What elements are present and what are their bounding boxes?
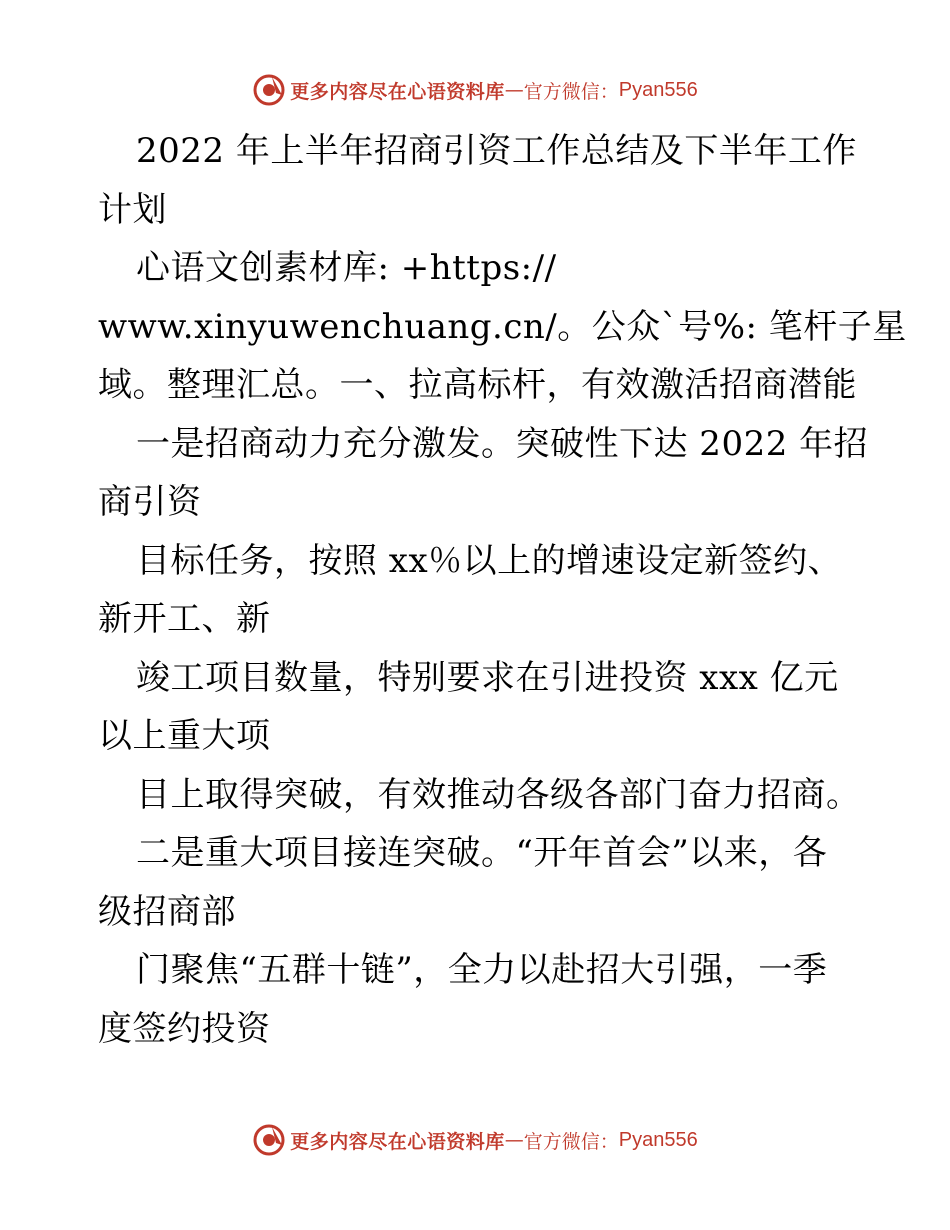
- doc-line: 商引资: [98, 482, 202, 522]
- doc-line: 新开工、新: [98, 599, 271, 639]
- header-banner: [0, 70, 950, 110]
- doc-line: www.xinyuwenchuang.cn/。公众`号%: 笔杆子星: [98, 306, 907, 347]
- doc-line: 域。整理汇总。一、拉高标杆，有效激活招商潜能: [98, 365, 857, 405]
- doc-line: 目上取得突破，有效推动各级各部门奋力招商。: [136, 774, 861, 815]
- banner-main-text: 更多内容尽在心语资料库: [290, 1130, 505, 1153]
- banner-wechat-id: Pyan556: [618, 1128, 698, 1151]
- footer-banner: [0, 1120, 950, 1160]
- banner-official-label: 官方微信：: [523, 1130, 619, 1153]
- brand-logo-icon: [252, 1123, 286, 1157]
- doc-line: 竣工项目数量，特别要求在引进投资 xxx 亿元: [136, 657, 839, 698]
- doc-line: 计划: [98, 189, 167, 230]
- document-body: [98, 122, 907, 1058]
- doc-line: 心语文创素材库: +https://: [136, 248, 557, 288]
- doc-line: 2022 年上半年招商引资工作总结及下半年工作: [136, 131, 857, 171]
- banner-official-label: 官方微信：: [523, 80, 619, 103]
- doc-line: 二是重大项目接连突破。“开年首会”以来，各: [136, 833, 828, 873]
- banner-main-text: 更多内容尽在心语资料库: [290, 80, 505, 103]
- doc-line: 度签约投资: [98, 1008, 271, 1049]
- doc-line: 级招商部: [98, 891, 236, 932]
- doc-line: 门聚焦“五群十链”，全力以赴招大引强，一季: [136, 950, 828, 990]
- banner-dash: —: [504, 79, 524, 101]
- doc-line: 一是招商动力充分激发。突破性下达 2022 年招: [136, 423, 869, 464]
- doc-line: 以上重大项: [98, 716, 271, 756]
- banner-wechat-id: Pyan556: [618, 78, 698, 101]
- banner-dash: —: [504, 1129, 524, 1151]
- doc-line: 目标任务，按照 xx％以上的增速设定新签约、: [136, 540, 843, 581]
- brand-logo-icon: [252, 73, 286, 107]
